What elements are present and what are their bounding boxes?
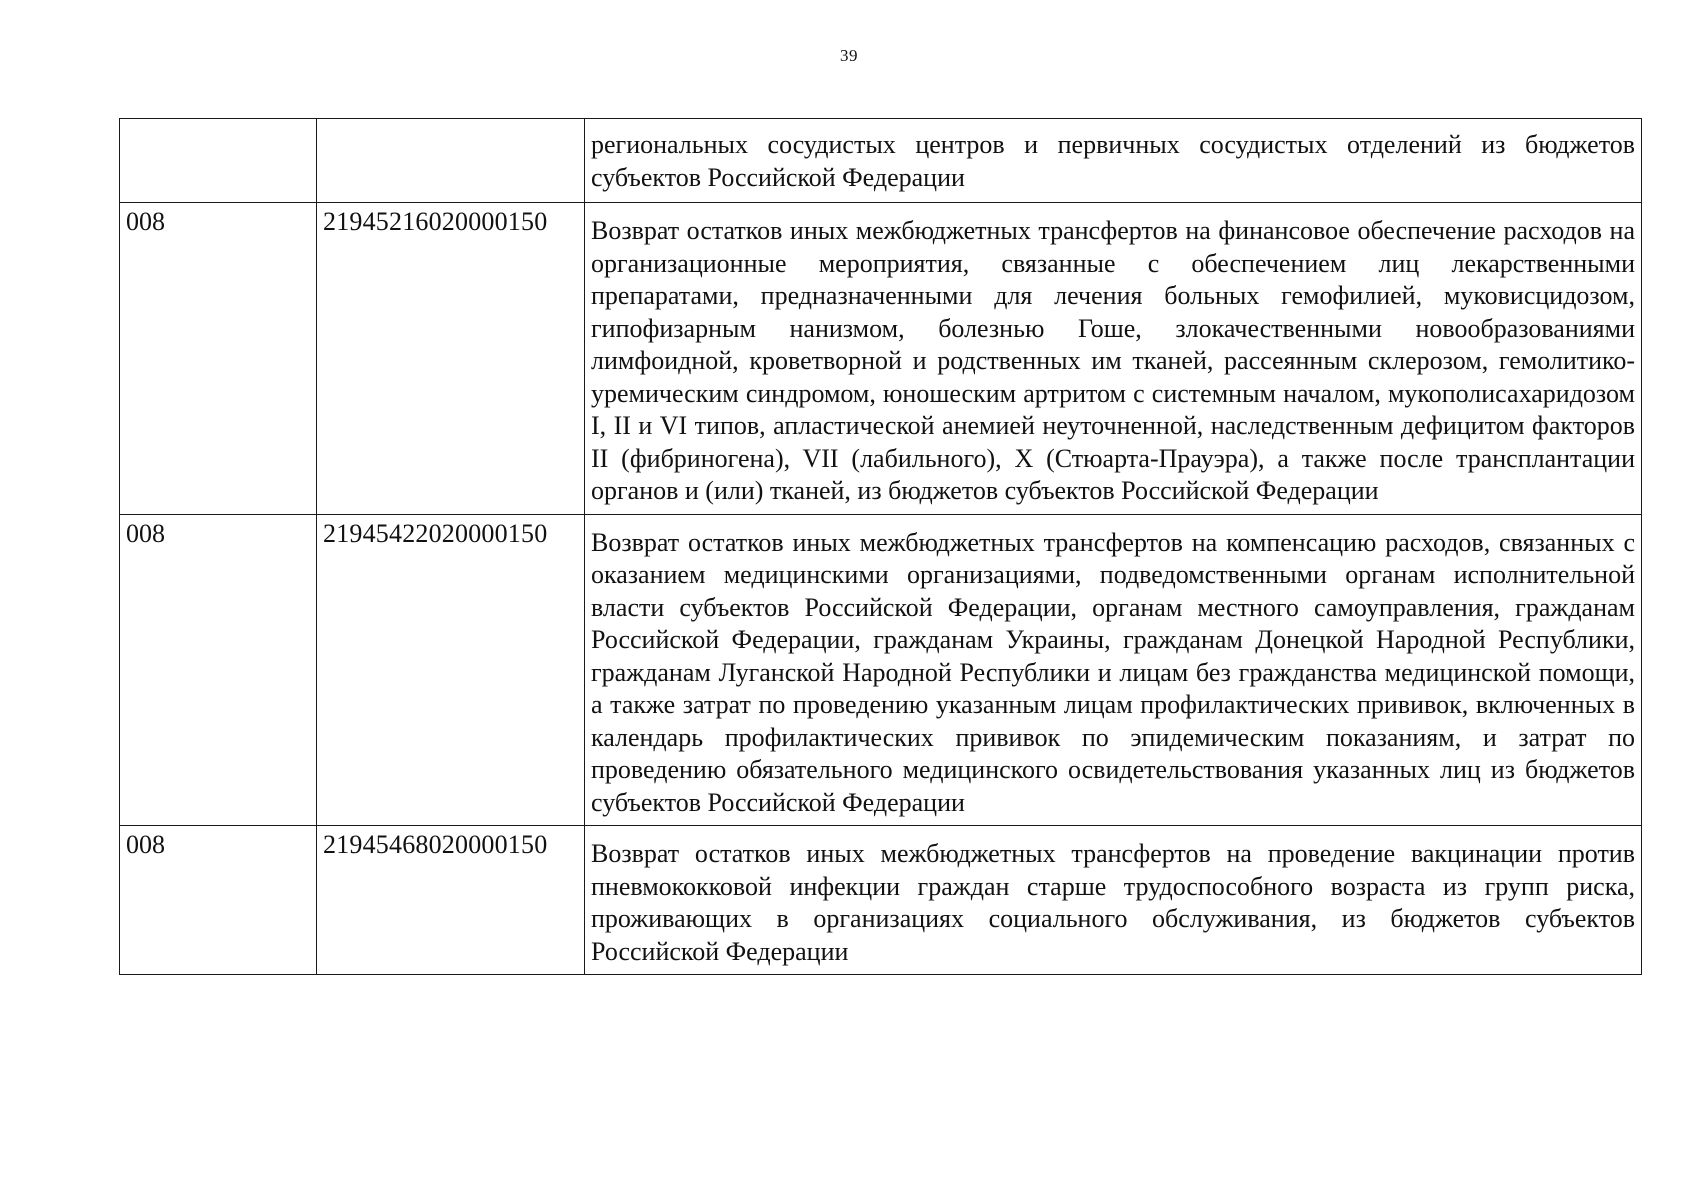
table-row — [120, 826, 1642, 975]
admin-code-cell: 008 — [120, 826, 317, 975]
table-row — [120, 203, 1642, 515]
budget-code-cell — [317, 119, 585, 203]
description-cell: Возврат остатков иных межбюджетных трансфертов на финансовое обеспечение расходов на организационные мероприятия, связанные с обеспечением лиц лекарственными препаратами, предназначенными для лечения больных гемофилией, муковисцидозом, гипофизарным нанизмом, болезнью Гоше, злокачественными новообразованиями лимфоидной, кроветворной и родственных им тканей, рассеянным склерозом, гемолитико-уремическим синдромом, юношеским артритом с системным началом, мукополисахаридозом I, II и VI типов, апластической анемией неуточненной, наследственным дефицитом факторов II (фибриногена), VII (лабильного), X (Стюарта-Прауэра), а также после трансплантации органов и (или) тканей, из бюджетов субъектов Российской Федерации — [585, 203, 1642, 515]
table-row — [120, 119, 1642, 203]
admin-code-cell: 008 — [120, 203, 317, 515]
budget-code-cell: 21945216020000150 — [317, 203, 585, 515]
budget-codes-table — [119, 118, 1642, 975]
description-cell: региональных сосудистых центров и первичных сосудистых отделений из бюджетов субъектов Российской Федерации — [585, 119, 1642, 203]
description-cell: Возврат остатков иных межбюджетных трансфертов на компенсацию расходов, связанных с оказанием медицинскими организациями, подведомственными органам исполнительной власти субъектов Российской Федерации, органам местного самоуправления, гражданам Российской Федерации, гражданам Украины, гражданам Донецкой Народной Республики, гражданам Луганской Народной Республики и лицам без гражданства медицинской помощи, а также затрат по проведению указанным лицам профилактических прививок, включенных в календарь профилактических прививок по эпидемическим показаниям, и затрат по проведению обязательного медицинского освидетельствования указанных лиц из бюджетов субъектов Российской Федерации — [585, 514, 1642, 826]
budget-code-cell: 21945422020000150 — [317, 514, 585, 826]
admin-code-cell — [120, 119, 317, 203]
table-row — [120, 514, 1642, 826]
admin-code-cell: 008 — [120, 514, 317, 826]
page-number: 39 — [840, 46, 858, 65]
budget-code-cell: 21945468020000150 — [317, 826, 585, 975]
description-cell: Возврат остатков иных межбюджетных трансфертов на проведение вакцинации против пневмококковой инфекции граждан старше трудоспособного возраста из групп риска, проживающих в организациях социального обслуживания, из бюджетов субъектов Российской Федерации — [585, 826, 1642, 975]
